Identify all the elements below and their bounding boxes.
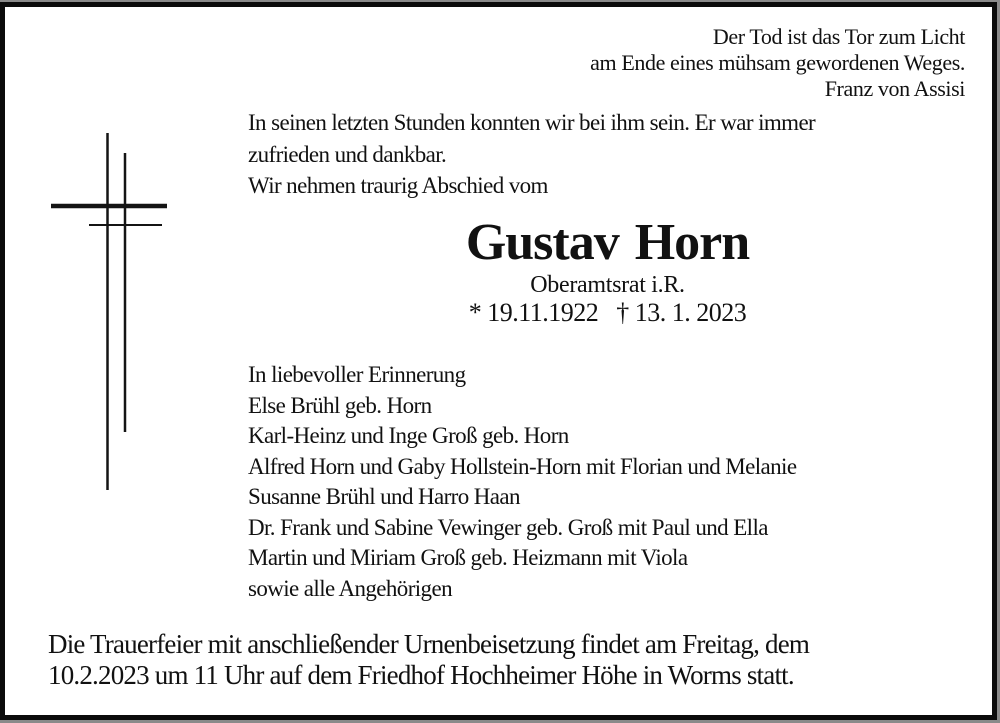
intro-paragraph — [248, 107, 815, 202]
mourners-list — [248, 360, 796, 604]
mourner-line: Else Brühl geb. Horn — [248, 392, 432, 418]
deceased-title: Oberamtsrat i.R. — [530, 272, 685, 298]
mourner-line: Susanne Brühl und Harro Haan — [248, 484, 520, 509]
funeral-info — [48, 629, 809, 690]
deceased-name: Gustav Horn — [465, 214, 750, 271]
birth-date: * 19.11.1922 — [468, 298, 599, 327]
epigraph-line: am Ende eines mühsam gewordenen Weges. — [590, 50, 965, 75]
intro-line: In seinen letzten Stunden konnten wir bei ihm sein. Er war immer — [248, 110, 816, 135]
epigraph-attribution: Franz von Assisi — [824, 76, 965, 101]
intro-line: zufrieden und dankbar. — [248, 141, 447, 167]
life-dates — [250, 298, 965, 328]
funeral-line: Die Trauerfeier mit anschließender Urnenbeisetzung findet am Freitag, dem — [48, 629, 810, 659]
mourner-line: Karl-Heinz und Inge Groß geb. Horn — [248, 423, 569, 448]
death-date: † 13. 1. 2023 — [616, 298, 747, 327]
mourners-heading: In liebevoller Erinnerung — [248, 362, 466, 387]
epigraph-line: Der Tod ist das Tor zum Licht — [712, 24, 965, 49]
farewell-line: Wir nehmen traurig Abschied vom — [248, 173, 548, 198]
mourner-line: Alfred Horn und Gaby Hollstein-Horn mit Florian und Melanie — [248, 453, 797, 479]
memorial-cross-icon — [45, 125, 180, 497]
mourner-line: Dr. Frank und Sabine Vewinger geb. Groß mit Paul und Ella — [248, 514, 768, 540]
mourner-line: Martin und Miriam Groß geb. Heizmann mit Viola — [248, 545, 688, 570]
mourner-line: sowie alle Angehörigen — [248, 575, 452, 601]
epigraph — [590, 24, 965, 102]
funeral-line: 10.2.2023 um 11 Uhr auf dem Friedhof Hochheimer Höhe in Worms statt. — [48, 659, 794, 690]
